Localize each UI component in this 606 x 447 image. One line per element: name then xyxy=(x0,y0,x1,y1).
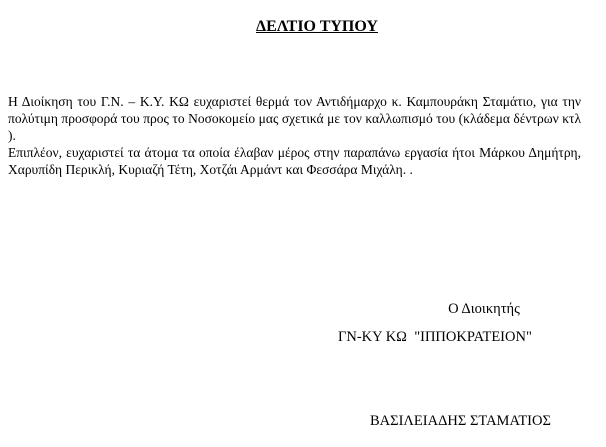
signature-role: Ο Διοικητής xyxy=(448,301,520,317)
paragraph-additional-thanks: Επιπλέον, ευχαριστεί τα άτομα τα οποία έλαβαν μέρος στην παραπάνω εργασία ήτοι Μάρκου Δημήτρη, Χαρυπίδη Περικλή, Κυριαζή Τέτη, Χοτζάι Αρμάντ και Φεσσάρα Μιχάλη. . xyxy=(8,145,581,177)
document-body xyxy=(8,93,581,178)
document-title: ΔΕΛΤΙΟ ΤΥΠΟΥ xyxy=(256,18,378,35)
paragraph-thanks: Η Διοίκηση του Γ.Ν. – Κ.Υ. ΚΩ ευχαριστεί θερμά τον Αντιδήμαρχο κ. Καμπουράκη Σταμάτιο, για την πολύτιμη προσφορά του προς το Νοσοκομείο μας σχετικά με τον καλλωπισμό του (κλάδεμα δέντρων κτλ ). xyxy=(8,94,581,143)
signature-name: ΒΑΣΙΛΕΙΑΔΗΣ ΣΤΑΜΑΤΙΟΣ xyxy=(370,413,551,429)
signature-organization: ΓΝ-ΚΥ ΚΩ "ΙΠΠΟΚΡΑΤΕΙΟΝ" xyxy=(338,329,532,345)
